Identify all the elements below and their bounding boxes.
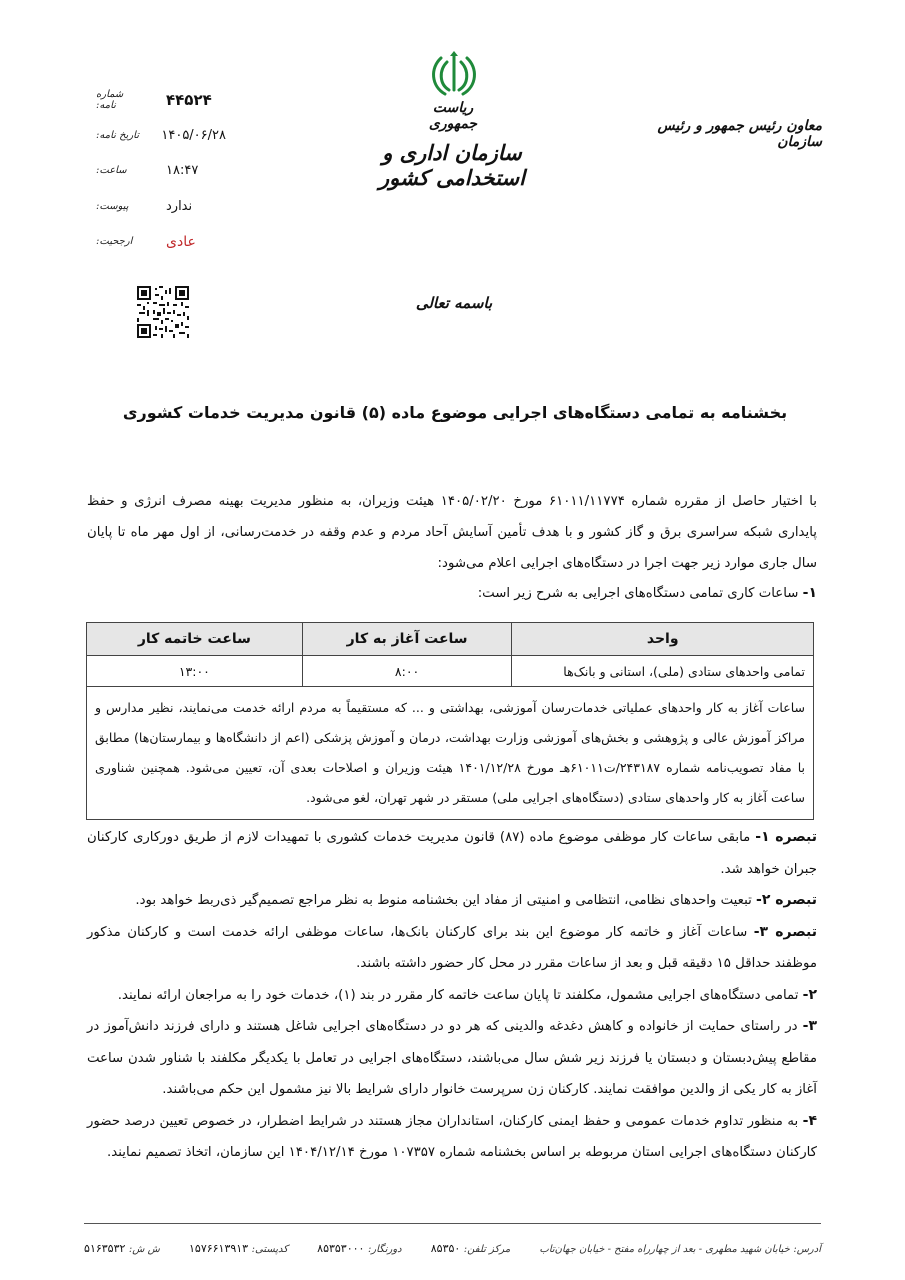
column-header-end: ساعت خاتمه کار: [87, 623, 303, 656]
footer-value: ۱۵۷۶۶۱۳۹۱۳: [189, 1241, 249, 1255]
table-row: [87, 656, 814, 687]
footer-label: آدرس:: [793, 1243, 821, 1255]
deputy-title: معاون رئیس جمهور و رئیس سازمان: [657, 118, 822, 150]
item-1: [87, 580, 817, 607]
footer-value: ۸۵۳۵۳۰۰۰: [317, 1241, 365, 1255]
item-lead: ۴-: [802, 1112, 817, 1129]
note-lead: تبصره ۲-: [756, 892, 817, 908]
bismillah: باسمه تعالی: [415, 294, 493, 312]
meta-label: شماره نامه:: [96, 88, 124, 111]
item-3: [87, 1011, 817, 1106]
organization-parent: ریاست جمهوری: [428, 100, 478, 132]
note-2: [87, 885, 817, 917]
letter-meta: [96, 82, 226, 260]
footer-address: [539, 1242, 821, 1255]
table-note-row: [87, 687, 814, 820]
item-4: [87, 1106, 817, 1169]
item-lead: ۳-: [802, 1018, 817, 1034]
meta-priority: [96, 224, 226, 260]
footer-postal-code: [189, 1242, 288, 1255]
qr-code-icon: [137, 286, 189, 338]
item-text: تمامی دستگاه‌های اجرایی مشمول، مکلفند تا پایان ساعت خاتمه کار مقرر در بند (۱)، خدمات خود را به مراجعان ارائه نمایند.: [117, 987, 803, 1003]
meta-letter-number: [96, 82, 226, 118]
item-lead: ۲-: [802, 986, 817, 1003]
footer-label: مرکز تلفن:: [463, 1243, 511, 1255]
note-lead: تبصره ۱-: [755, 829, 817, 845]
footer-value: ۵۱۶۳۵۳۲: [84, 1241, 126, 1255]
footer-divider: [84, 1223, 821, 1224]
footer-fax: [317, 1242, 401, 1255]
table-cell-start: ۸:۰۰: [302, 656, 512, 687]
meta-value: ۴۴۵۲۴: [166, 90, 212, 109]
notes-block: [87, 822, 817, 1169]
table-header-row: [87, 623, 814, 656]
table-cell-unit: تمامی واحدهای ستادی (ملی)، استانی و بانک‌ها: [512, 656, 814, 687]
column-header-start: ساعت آغاز به کار: [302, 623, 512, 656]
footer-id: [84, 1242, 160, 1255]
meta-letter-date: [96, 118, 226, 154]
note-1: [87, 822, 817, 885]
footer-label: ش ش:: [128, 1243, 160, 1255]
meta-value: عادی: [166, 233, 196, 250]
item-number: ۱-: [802, 585, 817, 601]
note-text: مابقی ساعات کار موظفی موضوع ماده (۸۷) قانون مدیریت خدمات کشوری با تمهیدات لازم از طریق دورکاری کارکنان جبران خواهد شد.: [87, 830, 817, 877]
item-2: [87, 980, 817, 1012]
footer-value: خیابان شهید مطهری - بعد از چهارراه مفتح - خیابان جهان‌تاب: [539, 1243, 790, 1255]
meta-value: ۱۸:۴۷: [166, 163, 199, 179]
meta-label: پیوست:: [96, 200, 129, 212]
meta-label: ارجحیت:: [96, 236, 133, 248]
working-hours-table: [86, 622, 814, 820]
note-text: تبعیت واحدهای نظامی، انتظامی و امنیتی از مفاد این بخشنامه منوط به نظر مراجع تصمیم‌گیر ذی‌ربط خواهد بود.: [135, 893, 757, 908]
footer-phone: [431, 1242, 511, 1255]
table-note: ساعات آغاز به کار واحدهای عملیاتی خدمات‌رسان آموزشی، بهداشتی و ... که مستقیماً به مردم ارائه خدمت می‌نمایند، نظیر مدارس و مراکز آموزش عالی و پژوهشی و بخش‌های آموزشی وزارت بهداشت، درمان و آموزش پزشکی (اعم از دانشگاه‌ها و بیمارستان‌ها) مطابق با مفاد تصویب‌نامه شماره ۲۴۳۱۸۷/ت۶۱۰۱۱هـ مورخ ۱۴۰۱/۱۲/۲۸ هیئت وزیران و اصلاحات بعدی آن، تعیین می‌شود. همچنین شناوری ساعت آغاز به کار واحدهای ستادی (دستگاه‌های اجرایی ملی) مستقر در شهر تهران، لغو می‌شود.: [87, 687, 814, 820]
item-text: به منظور تداوم خدمات عمومی و حفظ ایمنی کارکنان، استانداران مجاز هستند در شرایط اضطرار، در خصوص تعیین درصد حضور کارکنان دستگاه‌های اجرایی استان مربوطه بر اساس بخشنامه شماره ۱۰۷۳۵۷ مورخ ۱۴۰۴/۱۲/۱۴ این سازمان، اتخاذ تصمیم نمایند.: [87, 1113, 817, 1160]
meta-label: ساعت:: [96, 165, 127, 177]
note-3: [87, 917, 817, 980]
note-text: ساعات آغاز و خاتمه کار موضوع این بند برای کارکنان بانک‌ها، ساعات موظفی ارائه خدمت است و کارکنان مذکور موظفند حداقل ۱۵ دقیقه قبل و بعد از ساعات مقرر در محل کار حضور داشته باشند.: [87, 924, 817, 971]
note-lead: تبصره ۳-: [753, 923, 817, 940]
item-text: ساعات کاری تمامی دستگاه‌های اجرایی به شرح زیر است:: [477, 586, 803, 601]
footer-value: ۸۵۳۵۰: [430, 1241, 461, 1255]
document-title: بخشنامه به تمامی دستگاه‌های اجرایی موضوع ماده (۵) قانون مدیریت خدمات کشوری: [122, 403, 788, 422]
organization-name: سازمان اداری و استخدامی کشور: [379, 140, 525, 190]
iran-emblem-icon: [429, 50, 479, 98]
meta-value: ۱۴۰۵/۰۶/۲۸: [161, 127, 226, 143]
item-text: در راستای حمایت از خانواده و کاهش دغدغه والدینی که هر دو در دستگاه‌های اجرایی شاغل هستند و دارای فرزند دانش‌آموز در مقاطع پیش‌دبستان و دبستان یا فرزند زیر شش سال می‌باشند، دستگاه‌های اجرایی در تعامل با یکدیگر مکلفند با شناور شدن ساعت آغاز به کار یکی از والدین موافقت نمایند. کارکنان زن سرپرست خانوار دارای شرایط بالا نیز مشمول این حکم می‌باشند.: [87, 1019, 817, 1097]
footer: [84, 1236, 821, 1260]
meta-letter-time: [96, 153, 226, 189]
footer-label: کدپستی:: [251, 1243, 289, 1255]
meta-attachment: [96, 189, 226, 225]
meta-label: تاریخ نامه:: [96, 129, 139, 141]
column-header-unit: واحد: [512, 623, 814, 656]
footer-label: دورنگار:: [367, 1243, 402, 1255]
table-cell-end: ۱۳:۰۰: [87, 656, 303, 687]
intro-paragraph: با اختیار حاصل از مقرره شماره ۶۱۰۱۱/۱۱۷۷۴ مورخ ۱۴۰۵/۰۲/۲۰ هیئت وزیران، به منظور مدیریت بهینه مصرف انرژی و حفظ پایداری شبکه سراسری برق و گاز کشور و با هدف تأمین آسایش آحاد مردم و عدم وقفه در خدمت‌رسانی، از اول مهر ماه تا پایان سال جاری موارد زیر جهت اجرا در دستگاه‌های اجرایی اعلام می‌شود:: [87, 494, 817, 571]
meta-value: ندارد: [166, 198, 193, 214]
